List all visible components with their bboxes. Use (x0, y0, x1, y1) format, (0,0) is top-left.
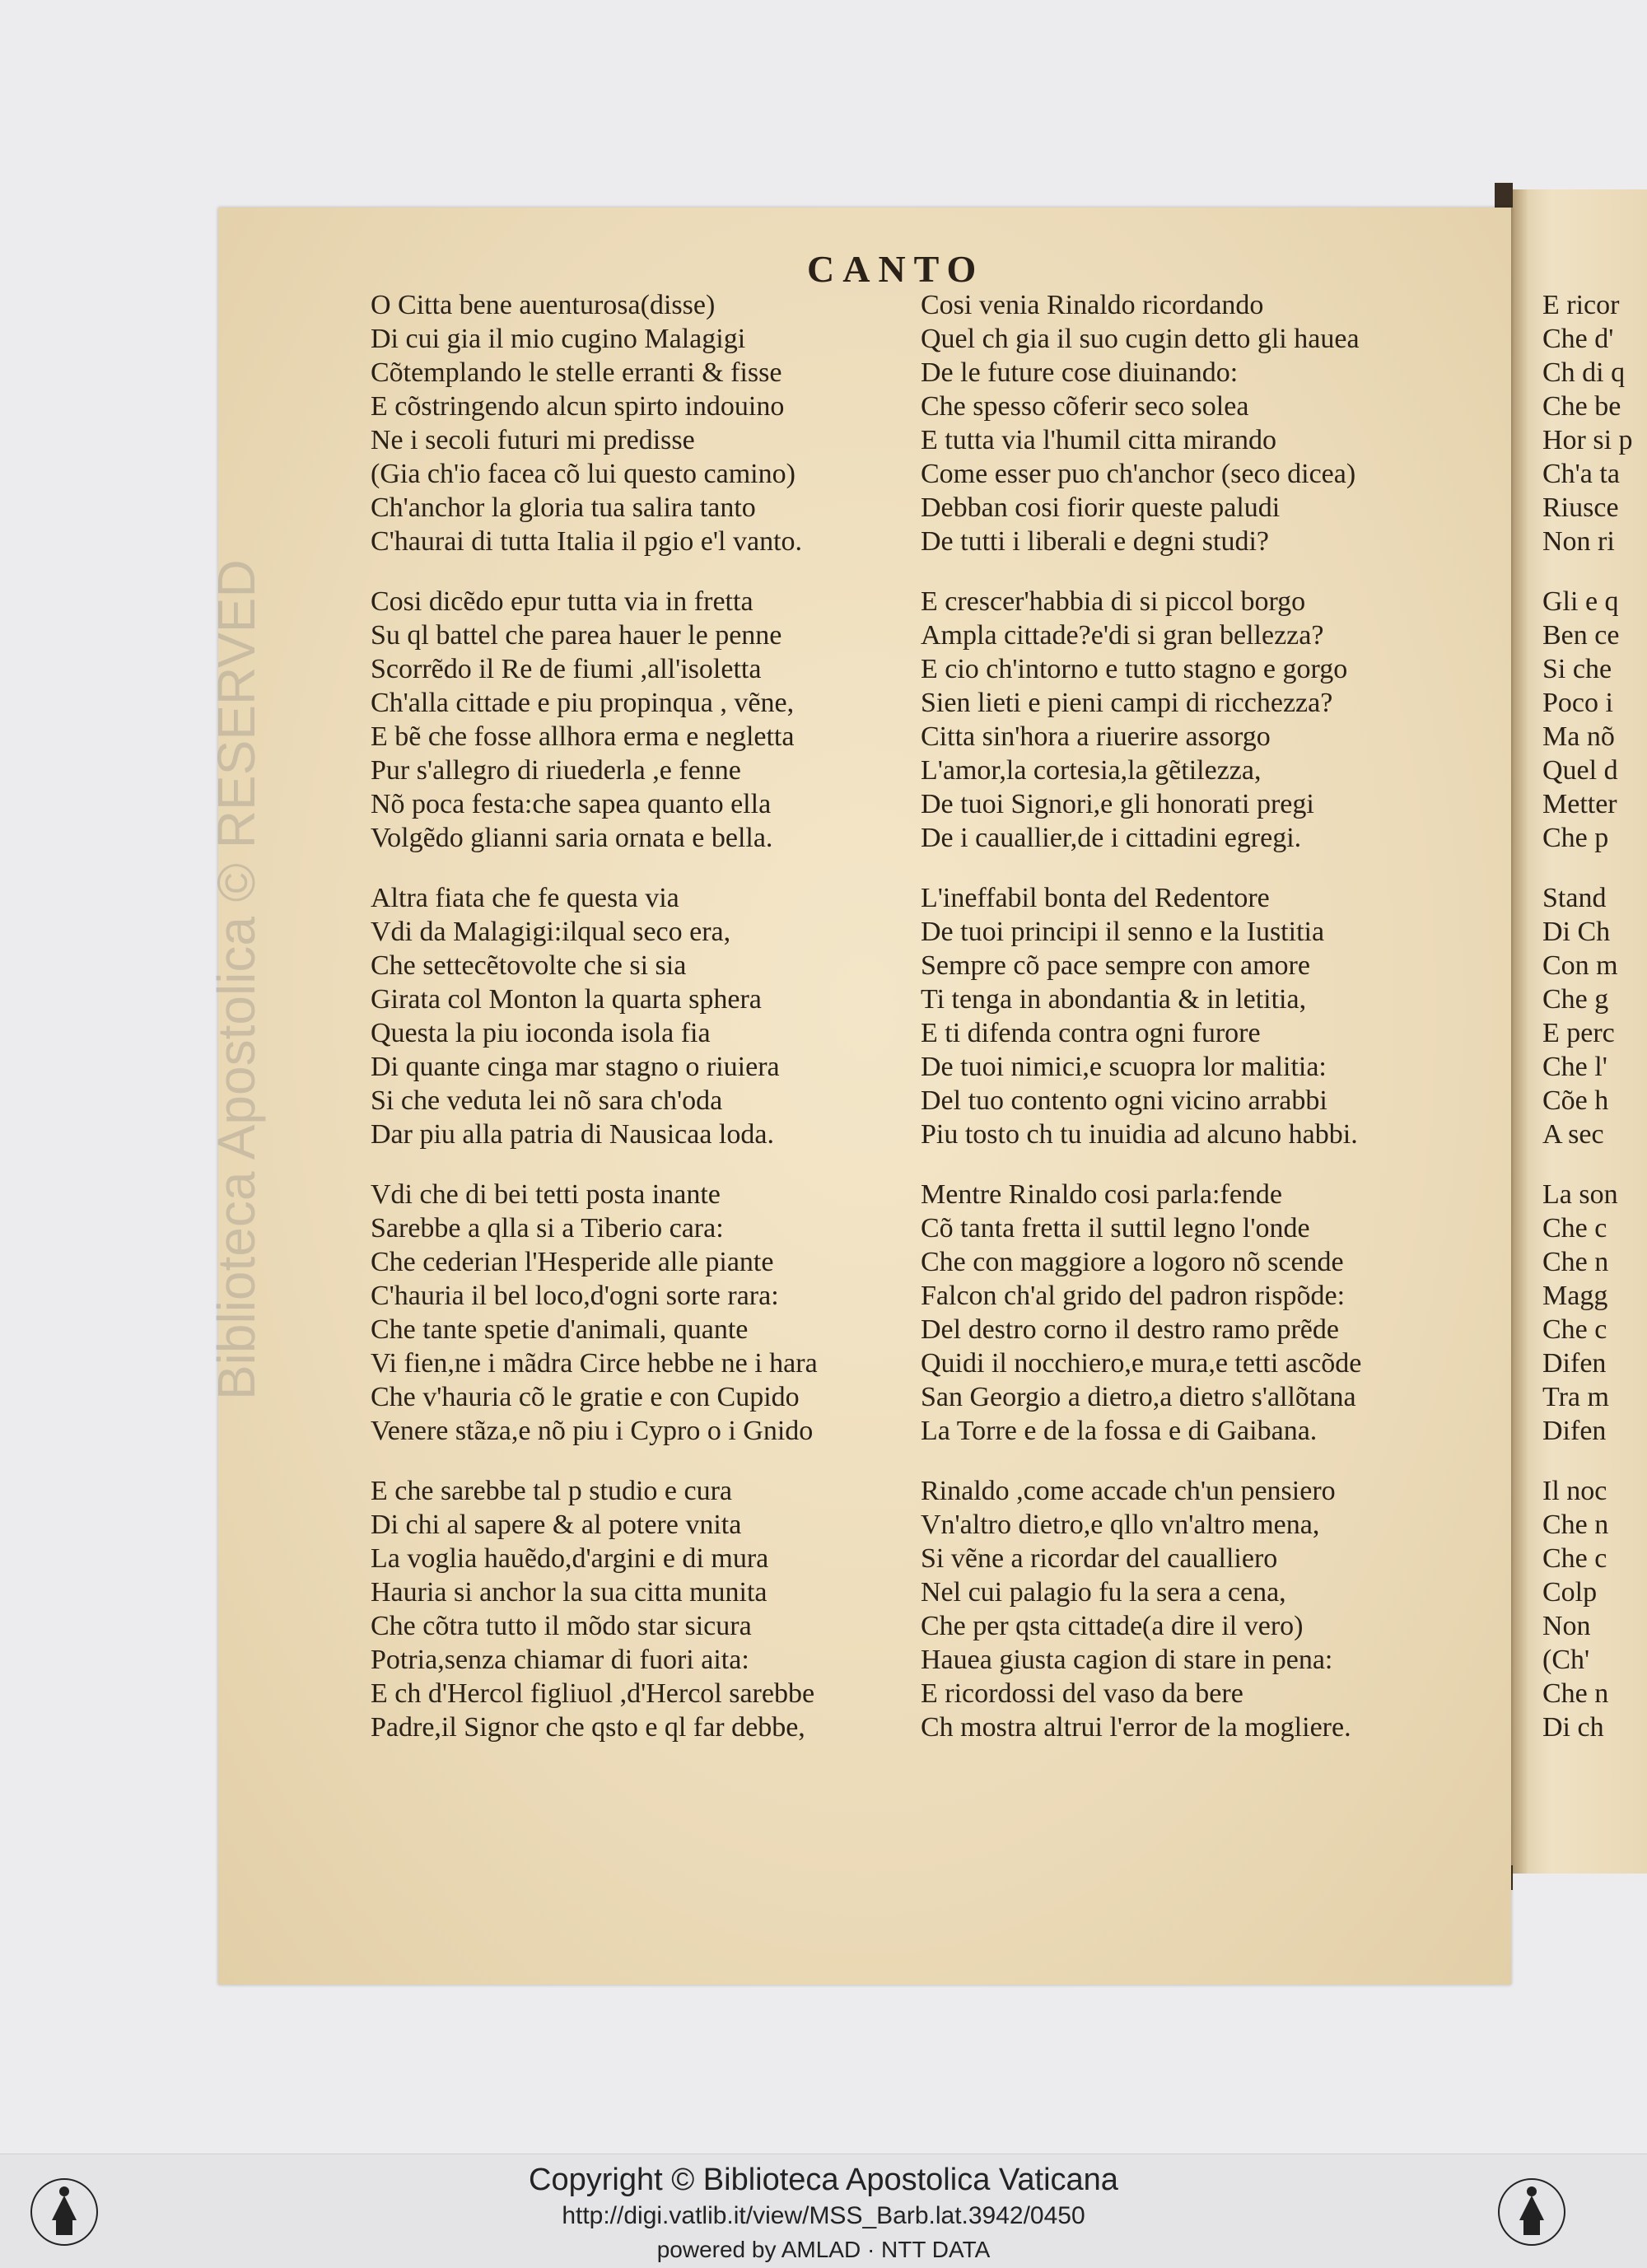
verse-line: Padre,il Signor che qsto e ql far debbe, (371, 1712, 805, 1743)
stanza (371, 1178, 914, 1448)
verse-line: Cõtemplando le stelle erranti & fisse (371, 357, 782, 388)
verse-line: De i cauallier,de i cittadini egregi. (921, 823, 1302, 853)
stanza (1542, 1178, 1647, 1448)
verse-line: De tuoi Signori,e gli honorati pregi (921, 789, 1314, 819)
verse-line: E tutta via l'humil citta mirando (921, 425, 1276, 455)
running-head: CANTO (807, 248, 985, 290)
verse-line: Ma nõ (1542, 721, 1615, 752)
verse-line: San Georgio a dietro,a dietro s'allõtana (921, 1382, 1356, 1412)
verse-line: Vdi da Malagigi:ilqual seco era, (371, 917, 731, 947)
verse-line: Come esser puo ch'anchor (seco dicea) (921, 459, 1356, 489)
verse-line: Ti tenga in abondantia & in letitia, (921, 984, 1307, 1015)
verse-line: Dar piu alla patria di Nausicaa loda. (371, 1119, 774, 1150)
verse-line: Che con maggiore a logoro nõ scende (921, 1247, 1344, 1277)
verse-line: Metter (1542, 789, 1617, 819)
verse-line: Vi fien,ne i mãdra Circe hebbe ne i hara (371, 1348, 818, 1379)
verse-line: Che settecẽtovolte che si sia (371, 950, 687, 981)
verse-line: Volgẽdo glianni saria ornata e bella. (371, 823, 773, 853)
verse-line: C'hauria il bel loco,d'ogni sorte rara: (371, 1281, 779, 1311)
verse-line: La Torre e de la fossa e di Gaibana. (921, 1416, 1318, 1446)
verse-line: Cosi dicẽdo epur tutta via in fretta (371, 586, 754, 617)
verse-line: Che spesso cõferir seco solea (921, 391, 1249, 422)
verse-line: Nõ poca festa:che sapea quanto ella (371, 789, 772, 819)
verse-line: La son (1542, 1179, 1618, 1210)
verse-line: L'amor,la cortesia,la gẽtilezza, (921, 755, 1262, 786)
verse-line: Che cederian l'Hesperide alle piante (371, 1247, 774, 1277)
verse-line: Che tante spetie d'animali, quante (371, 1314, 749, 1345)
verse-line: Che n (1542, 1678, 1609, 1709)
stanza (921, 881, 1481, 1151)
verse-line: Che n (1542, 1247, 1609, 1277)
verse-line: Riusce (1542, 492, 1619, 523)
verse-line: Che c (1542, 1543, 1607, 1574)
verse-line: Potria,senza chiamar di fuori aita: (371, 1645, 749, 1675)
verse-line: Difen (1542, 1416, 1607, 1446)
verse-line: Cosi venia Rinaldo ricordando (921, 290, 1264, 320)
verse-line: Pur s'allegro di riuederla ,e fenne (371, 755, 741, 786)
verse-line: Che cõtra tutto il mõdo star sicura (371, 1611, 752, 1641)
verse-line: Hor si p (1542, 425, 1633, 455)
verse-line: E cio ch'intorno e tutto stagno e gorgo (921, 654, 1348, 684)
verse-line: E ch d'Hercol figliuol ,d'Hercol sarebbe (371, 1678, 815, 1709)
verse-line: E che sarebbe tal p studio e cura (371, 1476, 732, 1506)
facing-page-text (1542, 288, 1647, 1771)
stanza (371, 881, 914, 1151)
verse-line: Altra fiata che fe questa via (371, 883, 679, 913)
verse-line: Citta sin'hora a riuerire assorgo (921, 721, 1271, 752)
verse-line: Ch mostra altrui l'error de la mogliere. (921, 1712, 1351, 1743)
verse-line: Che be (1542, 391, 1621, 422)
verse-line: Di ch (1542, 1712, 1604, 1743)
footer-bar (0, 2154, 1647, 2268)
verse-line: Con m (1542, 950, 1618, 981)
verse-line: E crescer'habbia di si piccol borgo (921, 586, 1306, 617)
source-url[interactable]: http://digi.vatlib.it/view/MSS_Barb.lat.3942/0450 (562, 2202, 1085, 2229)
verse-line: Difen (1542, 1348, 1607, 1379)
stanza (1542, 1474, 1647, 1744)
verse-line: Vn'altro dietro,e qllo vn'altro mena, (921, 1510, 1320, 1540)
verse-line: La voglia hauẽdo,d'argini e di mura (371, 1543, 769, 1574)
stanza (921, 585, 1481, 855)
verse-line: Non ri (1542, 526, 1615, 557)
verse-line: Su ql battel che parea hauer le penne (371, 620, 782, 651)
vatican-seal-icon (1482, 2163, 1581, 2261)
verse-line: Colp (1542, 1577, 1598, 1608)
stanza (1542, 881, 1647, 1151)
verse-line: Ch di q (1542, 357, 1626, 388)
verse-line: (Ch' (1542, 1645, 1590, 1675)
verse-line: Ch'a ta (1542, 459, 1620, 489)
verse-line: Questa la piu ioconda isola fia (371, 1018, 711, 1048)
verse-line: Sempre cõ pace sempre con amore (921, 950, 1310, 981)
stanza (921, 1178, 1481, 1448)
verse-line: Che d' (1542, 324, 1614, 354)
stanza (371, 585, 914, 855)
verse-line: E bẽ che fosse allhora erma e negletta (371, 721, 795, 752)
verse-line: Che l' (1542, 1052, 1607, 1082)
verse-line: De tutti i liberali e degni studi? (921, 526, 1270, 557)
verse-line: Quel d (1542, 755, 1618, 786)
verse-line: Ben ce (1542, 620, 1620, 651)
verse-line: Magg (1542, 1281, 1608, 1311)
verse-line: Gli e q (1542, 586, 1619, 617)
verse-line: De le future cose diuinando: (921, 357, 1239, 388)
verse-line: Hauria si anchor la sua citta munita (371, 1577, 768, 1608)
verse-line: Che g (1542, 984, 1609, 1015)
verse-line: Scorrẽdo il Re de fiumi ,all'isoletta (371, 654, 762, 684)
verse-line: L'ineffabil bonta del Redentore (921, 883, 1270, 913)
stanza (371, 288, 914, 558)
stanza (921, 1474, 1481, 1744)
verse-line: Che c (1542, 1314, 1607, 1345)
verse-line: Cõe h (1542, 1085, 1609, 1116)
verse-line: Girata col Monton la quarta sphera (371, 984, 762, 1015)
copyright-text: Copyright © Biblioteca Apostolica Vaticana (529, 2163, 1118, 2197)
verse-line: Mentre Rinaldo cosi parla:fende (921, 1179, 1283, 1210)
verse-line: (Gia ch'io facea cõ lui questo camino) (371, 459, 796, 489)
powered-by: powered by AMLAD · NTT DATA (656, 2237, 991, 2262)
verse-line: Rinaldo ,come accade ch'un pensiero (921, 1476, 1336, 1506)
verse-line: Piu tosto ch tu inuidia ad alcuno habbi. (921, 1119, 1358, 1150)
stanza (921, 288, 1481, 558)
verse-line: De tuoi principi il senno e la Iustitia (921, 917, 1325, 947)
verse-line: Non (1542, 1611, 1591, 1641)
verse-line: Il noc (1542, 1476, 1607, 1506)
verse-line: Che v'hauria cõ le gratie e con Cupido (371, 1382, 800, 1412)
verse-line: Del tuo contento ogni vicino arrabbi (921, 1085, 1327, 1116)
verse-line: Che n (1542, 1510, 1609, 1540)
verse-line: De tuoi nimici,e scuopra lor malitia: (921, 1052, 1327, 1082)
verse-line: Sien lieti e pieni campi di ricchezza? (921, 688, 1333, 718)
verse-line: E ti difenda contra ogni furore (921, 1018, 1261, 1048)
verse-line: Sarebbe a qlla si a Tiberio cara: (371, 1213, 724, 1244)
verse-line: Ampla cittade?e'di si gran bellezza? (921, 620, 1324, 651)
verse-line: Si che veduta lei nõ sara ch'oda (371, 1085, 723, 1116)
verse-line: Ch'alla cittade e piu propinqua , vẽne, (371, 688, 795, 718)
verse-line: A sec (1542, 1119, 1604, 1150)
verse-line: Quidi il nocchiero,e mura,e tetti ascõde (921, 1348, 1362, 1379)
watermark: Biblioteca Apostolica © RESERVED (207, 559, 266, 1400)
stanza (1542, 585, 1647, 855)
verse-line: Tra m (1542, 1382, 1609, 1412)
stanza (371, 1474, 914, 1744)
verse-line: E ricordossi del vaso da bere (921, 1678, 1243, 1709)
verse-line: Di quante cinga mar stagno o riuiera (371, 1052, 780, 1082)
verse-line: Quel ch gia il suo cugin detto gli hauea (921, 324, 1360, 354)
verse-line: Nel cui palagio fu la sera a cena, (921, 1577, 1286, 1608)
verse-line: Che per qsta cittade(a dire il vero) (921, 1611, 1304, 1641)
verse-line: O Citta bene auenturosa(disse) (371, 290, 716, 320)
verse-line: Cõ tanta fretta il suttil legno l'onde (921, 1213, 1310, 1244)
verse-line: E ricor (1542, 290, 1620, 320)
verse-line: E cõstringendo alcun spirto indouino (371, 391, 785, 422)
right-text-column (921, 288, 1481, 1771)
verse-line: Debban cosi fiorir queste paludi (921, 492, 1281, 523)
verse-line: Venere stãza,e nõ piu i Cypro o i Gnido (371, 1416, 814, 1446)
left-text-column (371, 288, 914, 1771)
verse-line: Di cui gia il mio cugino Malagigi (371, 324, 746, 354)
verse-line: Stand (1542, 883, 1607, 913)
verse-line: Di Ch (1542, 917, 1611, 947)
verse-line: Si vẽne a ricordar del caualliero (921, 1543, 1278, 1574)
verse-line: Del destro corno il destro ramo prẽde (921, 1314, 1339, 1345)
verse-line: Ne i secoli futuri mi predisse (371, 425, 695, 455)
verse-line: Poco i (1542, 688, 1613, 718)
verse-line: Si che (1542, 654, 1612, 684)
verse-line: Ch'anchor la gloria tua salira tanto (371, 492, 756, 523)
verse-line: C'haurai di tutta Italia il pgio e'l vanto. (371, 526, 803, 557)
verse-line: E perc (1542, 1018, 1615, 1048)
verse-line: Vdi che di bei tetti posta inante (371, 1179, 721, 1210)
stanza (1542, 288, 1647, 558)
verse-line: Che p (1542, 823, 1609, 853)
verse-line: Falcon ch'al grido del padron rispõde: (921, 1281, 1346, 1311)
verse-line: Di chi al sapere & al potere vnita (371, 1510, 742, 1540)
verse-line: Hauea giusta cagion di stare in pena: (921, 1645, 1333, 1675)
verse-line: Che c (1542, 1213, 1607, 1244)
binding-tab-top (1495, 183, 1513, 208)
